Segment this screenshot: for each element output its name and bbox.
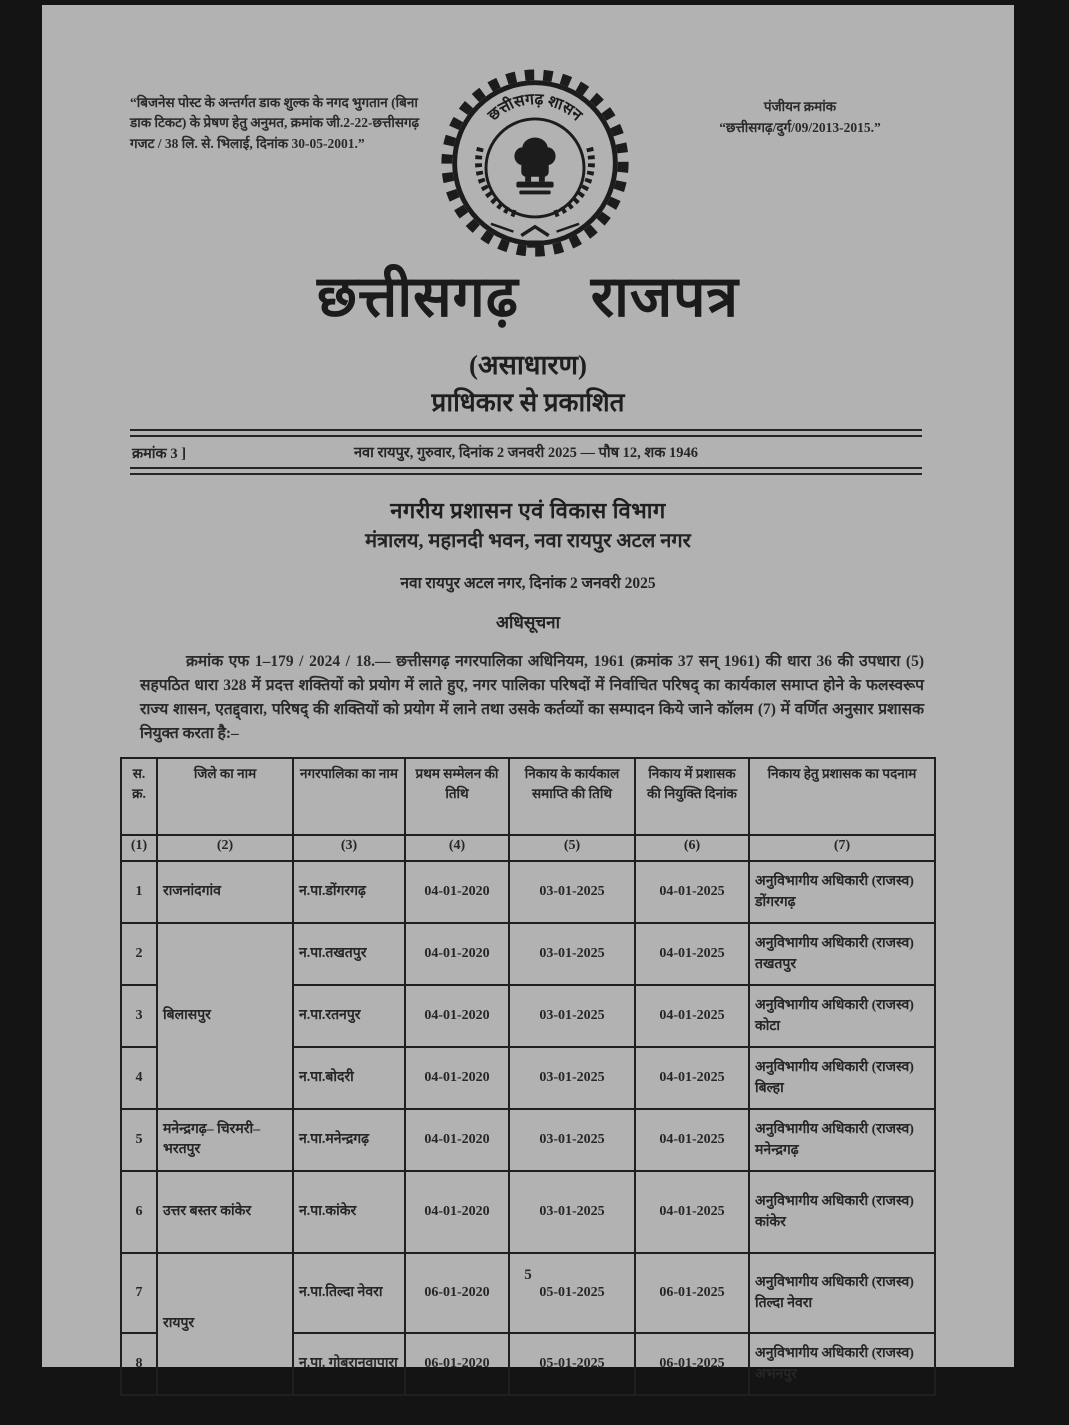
first-meeting-date: 04-01-2020 [405, 1171, 509, 1253]
administrators-table [120, 757, 936, 1396]
serial-number: 6 [121, 1171, 157, 1253]
column-header: नगरपालिका का नाम [293, 758, 405, 835]
serial-number: 5 [121, 1109, 157, 1171]
date-line: नवा रायपुर, गुरुवार, दिनांक 2 जनवरी 2025 — पौष 12, शक 1946 [353, 445, 699, 461]
first-meeting-date: 04-01-2020 [405, 1109, 509, 1171]
term-end-date: 03-01-2025 [509, 923, 635, 985]
serial-number: 1 [121, 861, 157, 923]
first-meeting-date: 04-01-2020 [405, 861, 509, 923]
municipality-name: न.पा.तिल्दा नेवरा [293, 1253, 405, 1333]
table-body [121, 861, 935, 1395]
registration-note [680, 97, 920, 139]
term-end-date: 03-01-2025 [509, 1171, 635, 1253]
district-name: मनेन्द्रगढ़– चिरमरी– भरतपुर [157, 1109, 293, 1171]
administrator-appointment-date: 06-01-2025 [635, 1253, 749, 1333]
place-date-line: नवा रायपुर अटल नगर, दिनांक 2 जनवरी 2025 [400, 575, 656, 592]
serial-number: 4 [121, 1047, 157, 1109]
column-index: (6) [635, 835, 749, 861]
page-number: 5 [524, 1267, 532, 1283]
municipality-name: न.पा.डोंगरगढ़ [293, 861, 405, 923]
lion-capital-icon [514, 138, 555, 195]
column-header: निकाय हेतु प्रशासक का पदनाम [749, 758, 935, 835]
table-row [121, 1109, 935, 1171]
postal-permission-note: “बिजनेस पोस्ट के अन्तर्गत डाक शुल्क के नगद भुगतान (बिना डाक टिकट) के प्रेषण हेतु अनुमत, क्रमांक जी.2-22-छत्तीसगढ़ गजट / 38 लि. से. भिलाई, दिनांक 30-05-2001.” [130, 95, 420, 151]
column-index: (3) [293, 835, 405, 861]
serial-number: 8 [121, 1333, 157, 1395]
column-header: निकाय में प्रशासक की नियुक्ति दिनांक [635, 758, 749, 835]
gazette-title-word2: राजपत्र [590, 266, 740, 329]
masthead-rule-block [130, 429, 922, 475]
administrator-appointment-date: 04-01-2025 [635, 923, 749, 985]
column-header: निकाय के कार्यकाल समाप्ति की तिथि [509, 758, 635, 835]
administrator-designation: अनुविभागीय अधिकारी (राजस्व) कोटा [749, 985, 935, 1047]
column-index: (4) [405, 835, 509, 861]
issue-number: क्रमांक 3 ] [132, 446, 187, 462]
registration-number: “छत्तीसगढ़/दुर्ग/09/2013-2015.” [719, 119, 881, 135]
registration-label: पंजीयन क्रमांक [763, 99, 837, 114]
notification-heading: अधिसूचना [496, 613, 560, 632]
notification-body-paragraph: क्रमांक एफ 1–179 / 2024 / 18.— छत्तीसगढ़ नगरपालिका अधिनियम, 1961 (क्रमांक 37 सन् 1961) की धारा 36 की उपधारा (5) सहपठित धारा 328 में प्रदत्त शक्तियों को प्रयोग में लाते हुए, नगर पालिका परिषदों में निर्वाचित परिषद् का कार्यकाल समाप्त होने के फलस्वरूप राज्य शासन, एतद्द्वारा, परिषद् की शक्तियों को प्रयोग में लाने तथा उसके कर्तव्यों का सम्पादन किये जाने कॉलम (7) में वर्णित अनुसार प्रशासक नियुक्त करता है:– [140, 653, 924, 743]
emblem-title-text: छत्तीसगढ़ शासन [485, 91, 586, 125]
serial-number: 7 [121, 1253, 157, 1333]
serial-number: 3 [121, 985, 157, 1047]
column-header: स. क्र. [121, 758, 157, 835]
column-index: (5) [509, 835, 635, 861]
administrator-designation: अनुविभागीय अधिकारी (राजस्व) कांकेर [749, 1171, 935, 1253]
municipality-name: न.पा.बोदरी [293, 1047, 405, 1109]
department-address: मंत्रालय, महानदी भवन, नवा रायपुर अटल नगर [365, 530, 691, 552]
first-meeting-date: 06-01-2020 [405, 1253, 509, 1333]
table-head [121, 758, 935, 861]
district-name: राजनांदगांव [157, 861, 293, 923]
column-header: प्रथम सम्मेलन की तिथि [405, 758, 509, 835]
administrator-designation: अनुविभागीय अधिकारी (राजस्व) डोंगरगढ़ [749, 861, 935, 923]
first-meeting-date: 04-01-2020 [405, 923, 509, 985]
administrator-appointment-date: 06-01-2025 [635, 1333, 749, 1395]
district-name: बिलासपुर [157, 923, 293, 1109]
first-meeting-date: 06-01-2020 [405, 1333, 509, 1395]
bottom-double-rule [130, 467, 922, 475]
administrator-designation: अनुविभागीय अधिकारी (राजस्व) अभनपुर [749, 1333, 935, 1395]
serial-number: 2 [121, 923, 157, 985]
municipality-name: न.पा.तखतपुर [293, 923, 405, 985]
administrator-appointment-date: 04-01-2025 [635, 861, 749, 923]
term-end-date: 05-01-2025 [509, 1253, 635, 1333]
table-row [121, 1171, 935, 1253]
authority-line: प्राधिकार से प्रकाशित [431, 388, 625, 417]
department-name: नगरीय प्रशासन एवं विकास विभाग [390, 498, 666, 523]
gazette-title-word1: छत्तीसगढ़ [316, 266, 519, 329]
column-index: (1) [121, 835, 157, 861]
administrator-appointment-date: 04-01-2025 [635, 985, 749, 1047]
municipality-name: न.पा. गोबरानवापारा [293, 1333, 405, 1395]
column-index: (2) [157, 835, 293, 861]
table-row [121, 861, 935, 923]
municipality-name: न.पा.कांकेर [293, 1171, 405, 1253]
administrator-appointment-date: 04-01-2025 [635, 1171, 749, 1253]
state-emblem [434, 67, 636, 263]
column-index: (7) [749, 835, 935, 861]
term-end-date: 03-01-2025 [509, 1109, 635, 1171]
district-name: रायपुर [157, 1253, 293, 1395]
table-row [121, 923, 935, 985]
first-meeting-date: 04-01-2020 [405, 1047, 509, 1109]
gazette-title [42, 255, 1014, 333]
issue-date-row [130, 437, 922, 467]
table-row [121, 1253, 935, 1333]
top-double-rule [130, 429, 922, 437]
administrator-appointment-date: 04-01-2025 [635, 1109, 749, 1171]
administrator-designation: अनुविभागीय अधिकारी (राजस्व) बिल्हा [749, 1047, 935, 1109]
column-header: जिले का नाम [157, 758, 293, 835]
gazette-page [42, 5, 1014, 1382]
municipality-name: न.पा.मनेन्द्रगढ़ [293, 1109, 405, 1171]
district-name: उत्तर बस्तर कांकेर [157, 1171, 293, 1253]
edition-label: (असाधारण) [468, 350, 588, 380]
administrator-appointment-date: 04-01-2025 [635, 1047, 749, 1109]
chhattisgarh-seal-icon [434, 67, 636, 263]
first-meeting-date: 04-01-2020 [405, 985, 509, 1047]
term-end-date: 05-01-2025 [509, 1333, 635, 1395]
term-end-date: 03-01-2025 [509, 985, 635, 1047]
term-end-date: 03-01-2025 [509, 1047, 635, 1109]
administrator-designation: अनुविभागीय अधिकारी (राजस्व) तिल्दा नेवरा [749, 1253, 935, 1333]
term-end-date: 03-01-2025 [509, 861, 635, 923]
municipality-name: न.पा.रतनपुर [293, 985, 405, 1047]
administrator-designation: अनुविभागीय अधिकारी (राजस्व) मनेन्द्रगढ़ [749, 1109, 935, 1171]
administrator-designation: अनुविभागीय अधिकारी (राजस्व) तखतपुर [749, 923, 935, 985]
